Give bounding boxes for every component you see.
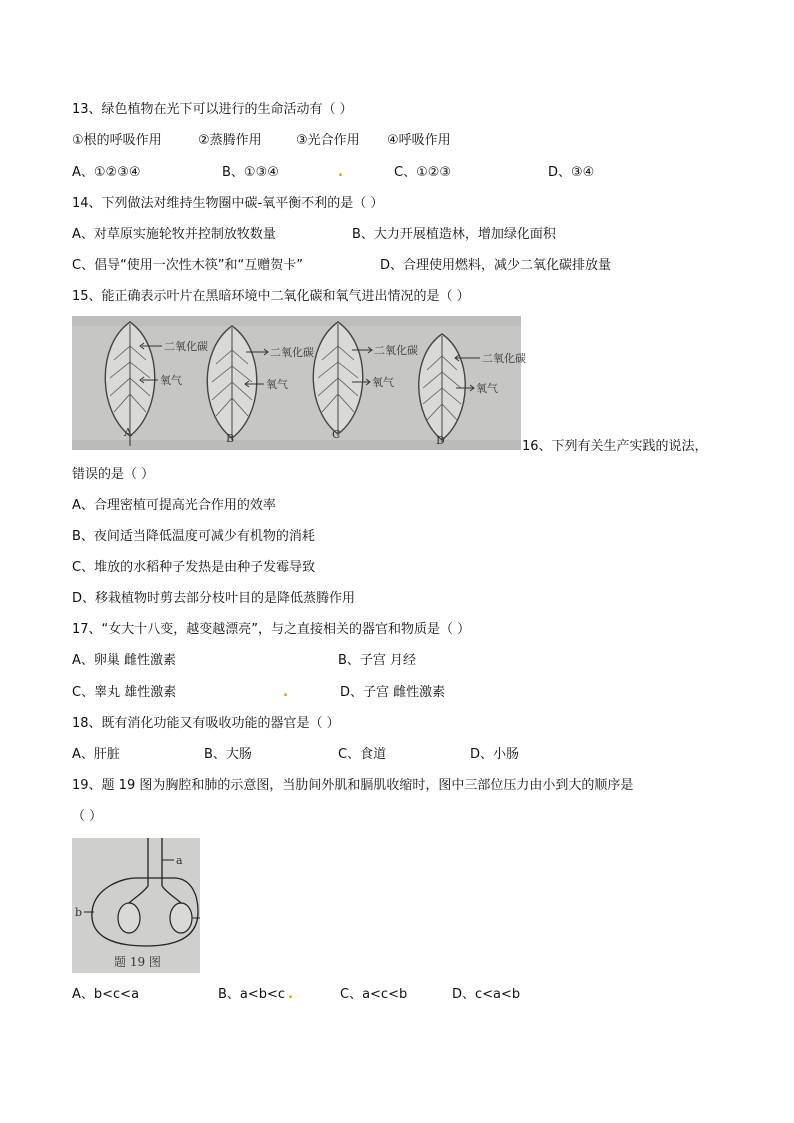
- leaf-a-letter: A: [124, 426, 132, 439]
- q17-option-c: C、睾丸 雄性激素: [72, 685, 177, 700]
- q18-stem: 18、既有消化功能又有吸收功能的器官是（ ）: [72, 716, 340, 731]
- leaf-c-o2-label: 氧气: [372, 376, 394, 389]
- q18-option-d: D、小肠: [470, 747, 520, 762]
- q17-option-d: D、子宫 雌性激素: [340, 685, 446, 700]
- leaf-b-co2-label: 二氧化碳: [270, 346, 314, 359]
- q19-option-c: C、a<c<b: [340, 987, 408, 1002]
- leaf-d-letter: D: [436, 434, 445, 447]
- chest-lung-illustration: [72, 838, 200, 973]
- leaf-b-o2-label: 氧气: [266, 378, 288, 391]
- q16-option-b: B、夜间适当降低温度可减少有机物的消耗: [72, 529, 315, 544]
- q13-option-b: B、①③④: [222, 165, 279, 180]
- q18-option-a: A、肝脏: [72, 747, 120, 762]
- q19-option-b: B、a<b<c: [218, 987, 286, 1002]
- q13-option-a: A、①②③④: [72, 165, 141, 180]
- q13-option-d: D、③④: [548, 165, 595, 180]
- q18-option-b: B、大肠: [204, 747, 252, 762]
- q14-option-a: A、对草原实施轮牧并控制放牧数量: [72, 227, 276, 242]
- q17-option-a: A、卵巢 雌性激素: [72, 653, 177, 668]
- q17-option-b: B、子宫 月经: [338, 653, 417, 668]
- q18-option-c: C、食道: [338, 747, 387, 762]
- q19-chest-figure: [72, 838, 200, 973]
- label-a: a: [176, 854, 183, 867]
- leaf-c-co2-label: 二氧化碳: [374, 344, 418, 357]
- leaves-illustration: [72, 316, 526, 450]
- q17-stem: 17、“女大十八变，越变越漂亮”，与之直接相关的器官和物质是（ ）: [72, 622, 471, 637]
- q19-stem-line2: （ ）: [72, 809, 103, 824]
- q15-leaves-figure: [72, 316, 526, 450]
- leaf-b-letter: B: [226, 432, 235, 445]
- q19-option-d: D、c<a<b: [452, 987, 521, 1002]
- q13-option-c: C、①②③: [394, 165, 452, 180]
- q14-option-d: D、合理使用燃料，减少二氧化碳排放量: [380, 258, 612, 273]
- q16-option-a: A、合理密植可提高光合作用的效率: [72, 498, 276, 513]
- q16-stem-part2: 错误的是（ ）: [72, 467, 155, 482]
- q13-item-3: ③光合作用: [296, 133, 360, 148]
- q13-stem: 13、绿色植物在光下可以进行的生命活动有（ ）: [72, 102, 353, 117]
- stray-dot: .: [283, 685, 288, 700]
- q19-stem-line1: 19、题 19 图为胸腔和肺的示意图，当肋间外肌和膈肌收缩时，图中三部位压力由小到大的顺序是: [72, 778, 634, 793]
- q13-item-2: ②蒸腾作用: [198, 133, 262, 148]
- q16-stem-part1: 16、下列有关生产实践的说法，: [522, 439, 708, 454]
- q16-option-c: C、堆放的水稻种子发热是由种子发霉导致: [72, 560, 316, 575]
- q19-option-a: A、b<c<a: [72, 987, 140, 1002]
- label-b: b: [75, 906, 83, 919]
- leaf-c-letter: C: [332, 428, 341, 441]
- leaf-a-o2-label: 氧气: [160, 374, 182, 387]
- leaf-a-co2-label: 二氧化碳: [164, 340, 208, 353]
- q16-option-d: D、移栽植物时剪去部分枝叶目的是降低蒸腾作用: [72, 591, 356, 606]
- q14-stem: 14、下列做法对维持生物圈中碳-氧平衡不利的是（ ）: [72, 196, 384, 211]
- q13-item-1: ①根的呼吸作用: [72, 133, 162, 148]
- figure-caption: 题 19 图: [114, 955, 161, 969]
- stray-dot: .: [288, 987, 293, 1002]
- leaf-d-o2-label: 氧气: [476, 382, 498, 395]
- q13-item-4: ④呼吸作用: [387, 133, 451, 148]
- q14-option-b: B、大力开展植造林，增加绿化面积: [352, 227, 556, 242]
- leaf-d-co2-label: 二氧化碳: [482, 352, 526, 365]
- q14-option-c: C、倡导“使用一次性木筷”和“互赠贺卡”: [72, 258, 304, 273]
- q15-stem: 15、能正确表示叶片在黑暗环境中二氧化碳和氧气进出情况的是（ ）: [72, 289, 470, 304]
- stray-dot: .: [338, 165, 343, 180]
